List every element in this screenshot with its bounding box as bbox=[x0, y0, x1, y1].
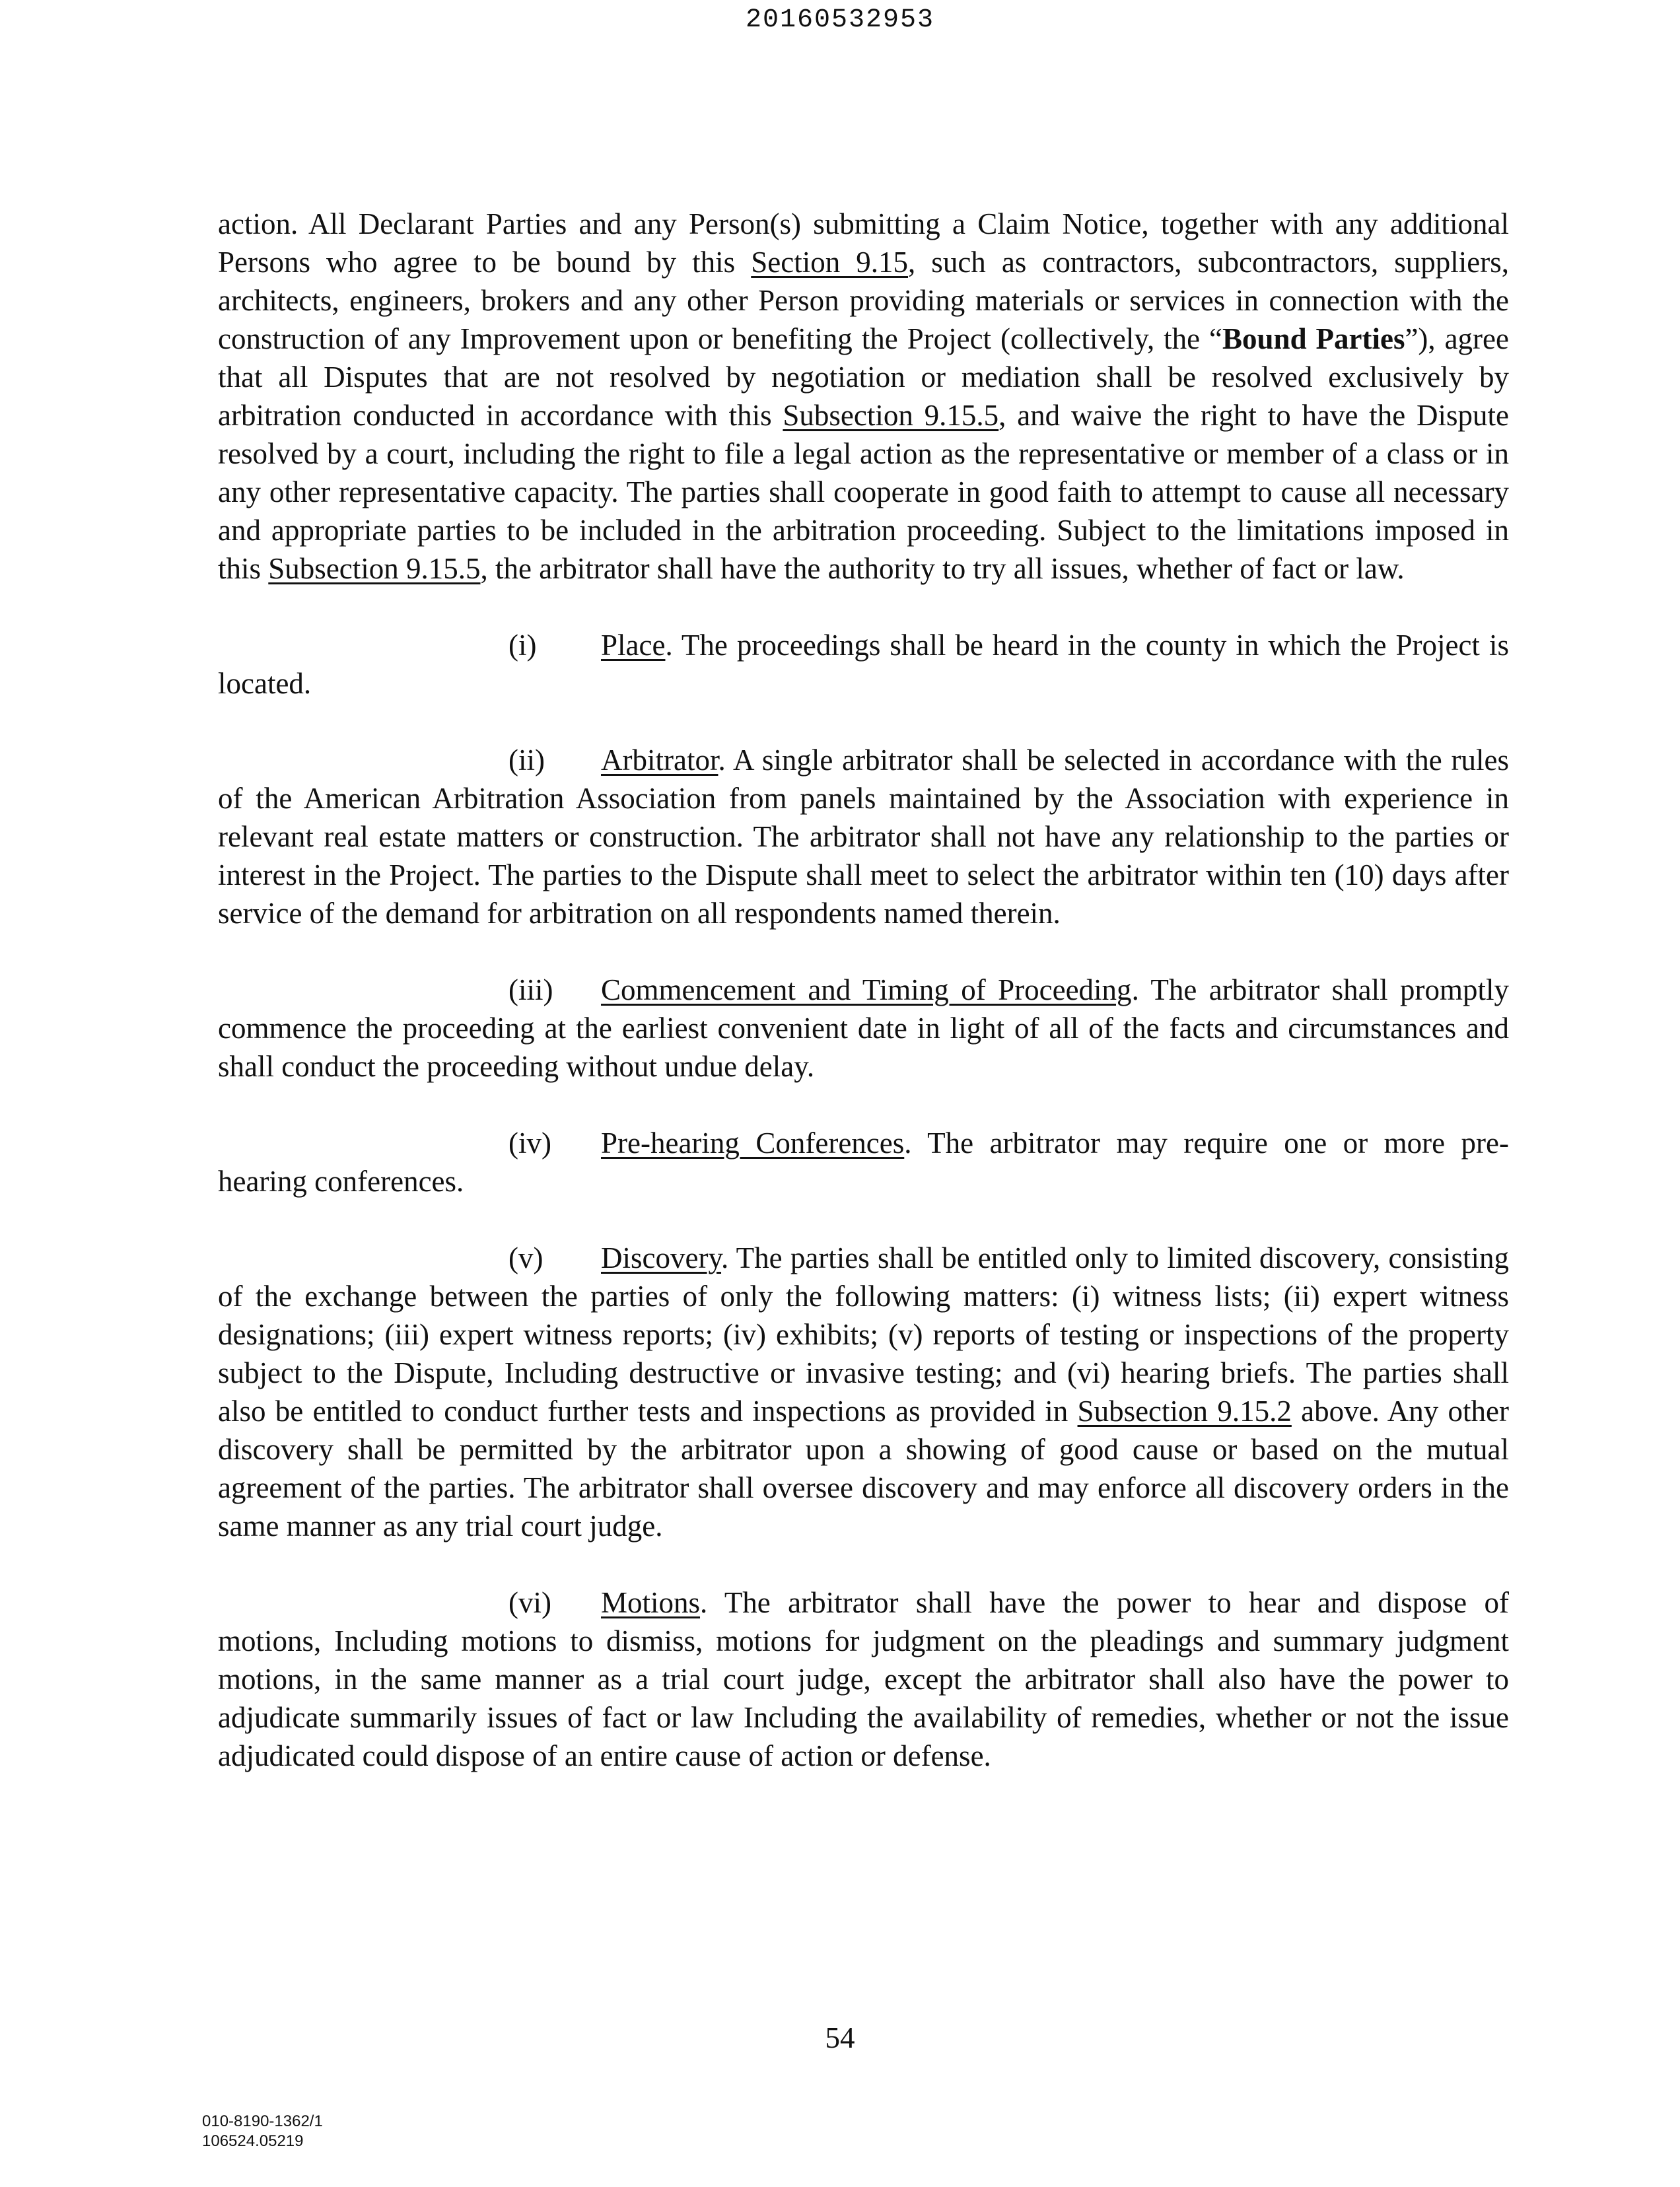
paragraph-discovery bbox=[218, 1239, 1509, 1545]
paragraph-place bbox=[218, 626, 1509, 703]
subsection-reference: Subsection 9.15.2 bbox=[1077, 1395, 1292, 1428]
paragraph-pre-hearing bbox=[218, 1124, 1509, 1200]
text-run: . The parties shall be entitled only to limited discovery, consisting of the exchange between the parties of only the following matters: (i) witness lists; (ii) expert witness designations; (iii) expert witness reports; (iv) exhibits; (v) reports of testing or inspections of the property subject to the Dispute, Including destructive or invasive testing; and (vi) hearing briefs. The parties shall also be entitled to conduct further tests and inspections as provided in bbox=[218, 1241, 1509, 1428]
item-heading: Commencement and Timing of Proceeding bbox=[601, 973, 1132, 1006]
text-run: above. Any other discovery shall be permitted by the arbitrator upon a showing of good cause or based on the mutual agreement of the parties. The arbitrator shall oversee discovery and may enforce all discovery orders in the same manner as any trial court judge. bbox=[218, 1395, 1509, 1543]
text-run: , and waive the right to have the Dispute resolved by a court, including the right to file a legal action as the representative or member of a class or in any other representative capacity. The parties shall cooperate in good faith to attempt to cause all necessary and appropriate parties to be included in the arbitration proceeding. Subject to the limitations imposed in this bbox=[218, 399, 1509, 585]
document-number: 20160532953 bbox=[745, 5, 935, 35]
file-id: 106524.05219 bbox=[202, 2132, 304, 2150]
paragraph-arbitration-intro bbox=[218, 205, 1509, 588]
item-heading: Place bbox=[601, 629, 666, 662]
text-run: . The proceedings shall be heard in the county in which the Project is located. bbox=[218, 629, 1509, 700]
item-heading: Discovery bbox=[601, 1241, 722, 1274]
text-run: . The arbitrator shall have the power to hear and dispose of motions, Including motions to dismiss, motions for judgment on the pleadings and summary judgment motions, in the same manner as a trial court judge, except the arbitrator shall also have the power to adjudicate summarily issues of fact or law Including the availability of remedies, whether or not the issue adjudicated could dispose of an entire cause of action or defense. bbox=[218, 1586, 1509, 1772]
item-number: (v) bbox=[508, 1241, 543, 1274]
item-heading: Motions bbox=[601, 1586, 701, 1619]
footer-file-ids bbox=[202, 2112, 323, 2151]
text-run: , such as contractors, subcontractors, suppliers, architects, engineers, brokers and any other Person providing materials or services in connection with the construction of any Improvement upon or benefiting the Project (collectively, the “ bbox=[218, 246, 1510, 355]
section-reference: Section 9.15 bbox=[751, 246, 909, 279]
page-number: 54 bbox=[825, 2021, 855, 2054]
paragraph-commencement bbox=[218, 971, 1509, 1086]
item-heading: Pre-hearing Conferences bbox=[601, 1127, 905, 1160]
text-run: , the arbitrator shall have the authority to try all issues, whether of fact or law. bbox=[480, 552, 1405, 585]
subsection-reference: Subsection 9.15.5 bbox=[268, 552, 481, 585]
file-id: 010-8190-1362/1 bbox=[202, 2112, 323, 2130]
text-run: . A single arbitrator shall be selected in accordance with the rules of the American Arbitration Association from panels maintained by the Association with experience in relevant real estate matters or construction. The arbitrator shall not have any relationship to the parties or interest in the Project. The parties to the Dispute shall meet to select the arbitrator within ten (10) days after service of the demand for arbitration on all respondents named therein. bbox=[218, 744, 1509, 930]
item-number: (iii) bbox=[508, 973, 553, 1006]
subsection-reference: Subsection 9.15.5 bbox=[783, 399, 999, 432]
paragraph-motions bbox=[218, 1583, 1509, 1775]
text-run: ”), agree that all Disputes that are not resolved by negotiation or mediation shall be resolved exclusively by arbitration conducted in accordance with this bbox=[218, 322, 1509, 432]
item-number: (iv) bbox=[508, 1127, 551, 1160]
item-number: (i) bbox=[508, 629, 537, 662]
paragraph-arbitrator bbox=[218, 741, 1509, 932]
text-run: . The arbitrator may require one or more pre-hearing conferences. bbox=[218, 1127, 1509, 1198]
item-number: (ii) bbox=[508, 744, 545, 777]
item-number: (vi) bbox=[508, 1586, 551, 1619]
item-heading: Arbitrator bbox=[601, 744, 718, 777]
text-run: . The arbitrator shall promptly commence the proceeding at the earliest convenient date in light of all of the facts and circumstances and shall conduct the proceeding without undue delay. bbox=[218, 973, 1509, 1083]
defined-term: Bound Parties bbox=[1222, 322, 1405, 355]
document-body bbox=[218, 205, 1509, 1775]
text-run: action. All Declarant Parties and any Person(s) submitting a Claim Notice, together with any additional Persons who agree to be bound by this bbox=[218, 207, 1509, 279]
